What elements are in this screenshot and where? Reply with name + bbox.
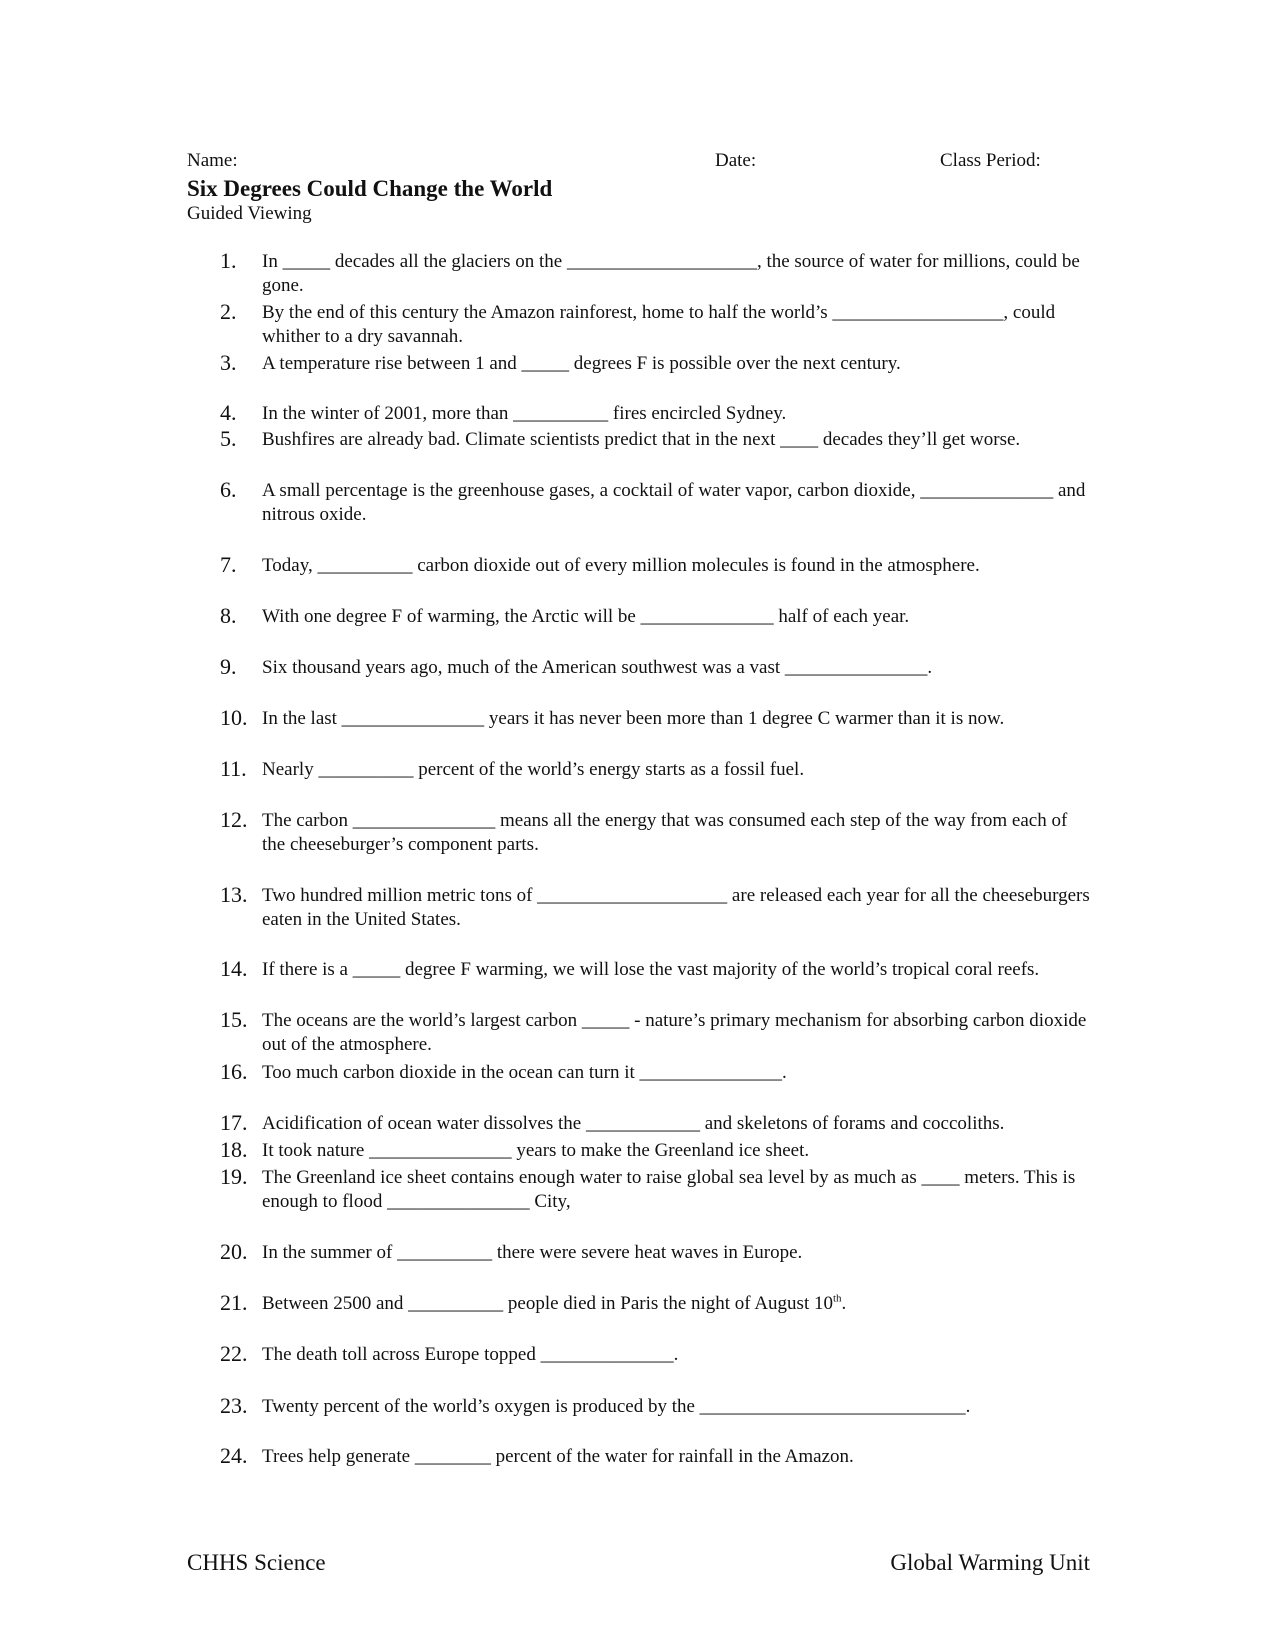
question-6 — [220, 479, 1090, 527]
question-18 — [220, 1139, 1090, 1163]
question-24 — [220, 1445, 1090, 1469]
question-text: It took nature _______________ years to make the Greenland ice sheet. — [262, 1140, 810, 1161]
question-number: 17. — [220, 1110, 248, 1135]
question-2 — [220, 301, 1090, 349]
name-label: Name: — [187, 150, 238, 171]
question-text: Too much carbon dioxide in the ocean can turn it _______________. — [262, 1062, 787, 1083]
question-text: A small percentage is the greenhouse gases, a cocktail of water vapor, carbon dioxide, ______________ and nitrous oxide. — [262, 480, 1086, 525]
question-text: The Greenland ice sheet contains enough water to raise global sea level by as much as ____ meters. This is enough to flood _______________ City, — [262, 1167, 1076, 1212]
question-number: 15. — [220, 1007, 248, 1032]
question-text: With one degree F of warming, the Arctic will be ______________ half of each year. — [262, 606, 910, 627]
class-period-label: Class Period: — [940, 150, 1041, 171]
question-text: The carbon _______________ means all the energy that was consumed each step of the way from each of the cheeseburger’s component parts. — [262, 810, 1068, 855]
question-number: 7. — [220, 552, 237, 577]
question-text: Trees help generate ________ percent of the water for rainfall in the Amazon. — [262, 1446, 854, 1467]
question-13 — [220, 884, 1090, 932]
question-number: 1. — [220, 248, 237, 273]
question-number: 13. — [220, 882, 248, 907]
question-text: Today, __________ carbon dioxide out of every million molecules is found in the atmosphere. — [262, 555, 980, 576]
question-number: 4. — [220, 400, 237, 425]
question-text: The oceans are the world’s largest carbon _____ - nature’s primary mechanism for absorbing carbon dioxide out of the atmosphere. — [262, 1010, 1087, 1055]
question-text: The death toll across Europe topped ______________. — [262, 1344, 679, 1365]
question-12 — [220, 809, 1090, 857]
question-10 — [220, 707, 1090, 731]
question-number: 23. — [220, 1393, 248, 1418]
question-9 — [220, 656, 1090, 680]
question-number: 20. — [220, 1239, 248, 1264]
question-20 — [220, 1241, 1090, 1265]
question-number: 18. — [220, 1137, 248, 1162]
question-7 — [220, 554, 1090, 578]
question-number: 19. — [220, 1164, 248, 1189]
page-subtitle: Guided Viewing — [187, 203, 312, 224]
question-number: 5. — [220, 426, 237, 451]
question-number: 2. — [220, 299, 237, 324]
question-text: Between 2500 and __________ people died in Paris the night of August 10 — [262, 1293, 833, 1314]
question-number: 12. — [220, 807, 248, 832]
question-text: In the last _______________ years it has never been more than 1 degree C warmer than it is now. — [262, 708, 1005, 729]
question-23 — [220, 1395, 1090, 1419]
question-number: 24. — [220, 1443, 248, 1468]
question-text: In _____ decades all the glaciers on the ____________________, the source of water for millions, could be gone. — [262, 251, 1080, 296]
ordinal-suffix: th — [832, 1292, 842, 1305]
question-text: Two hundred million metric tons of ____________________ are released each year for all the cheeseburgers eaten in the United States. — [262, 885, 1090, 930]
question-text: Twenty percent of the world’s oxygen is produced by the ____________________________. — [262, 1396, 971, 1417]
question-11 — [220, 758, 1090, 782]
question-17 — [220, 1112, 1090, 1136]
question-number: 11. — [220, 756, 247, 781]
page-title: Six Degrees Could Change the World — [187, 176, 553, 201]
question-text: By the end of this century the Amazon rainforest, home to half the world’s __________________, could whither to a dry savannah. — [262, 302, 1056, 347]
question-16 — [220, 1061, 1090, 1085]
footer-unit: Global Warming Unit — [890, 1550, 1090, 1575]
question-4 — [220, 402, 1090, 426]
question-21 — [220, 1292, 1090, 1316]
question-15 — [220, 1009, 1090, 1057]
question-number: 22. — [220, 1341, 248, 1366]
question-text: Bushfires are already bad. Climate scientists predict that in the next ____ decades they’ll get worse. — [262, 429, 1021, 450]
question-3 — [220, 352, 1090, 376]
question-text: Nearly __________ percent of the world’s energy starts as a fossil fuel. — [262, 759, 805, 780]
footer-course: CHHS Science — [187, 1550, 326, 1575]
question-8 — [220, 605, 1090, 629]
question-text: In the summer of __________ there were severe heat waves in Europe. — [262, 1242, 803, 1263]
question-text: If there is a _____ degree F warming, we will lose the vast majority of the world’s tropical coral reefs. — [262, 959, 1040, 980]
question-text: Six thousand years ago, much of the American southwest was a vast _______________. — [262, 657, 933, 678]
question-14 — [220, 958, 1090, 982]
question-text-tail: . — [841, 1293, 847, 1314]
question-19 — [220, 1166, 1090, 1214]
question-5 — [220, 428, 1090, 452]
question-1 — [220, 250, 1090, 298]
date-label: Date: — [715, 150, 757, 171]
question-number: 21. — [220, 1290, 248, 1315]
question-number: 14. — [220, 956, 248, 981]
question-number: 8. — [220, 603, 237, 628]
question-22 — [220, 1343, 1090, 1367]
question-text: A temperature rise between 1 and _____ degrees F is possible over the next century. — [262, 353, 901, 374]
question-number: 16. — [220, 1059, 248, 1084]
question-number: 10. — [220, 705, 248, 730]
question-number: 3. — [220, 350, 237, 375]
question-text: Acidification of ocean water dissolves the ____________ and skeletons of forams and coccoliths. — [262, 1113, 1005, 1134]
question-number: 9. — [220, 654, 237, 679]
question-number: 6. — [220, 477, 237, 502]
question-text: In the winter of 2001, more than __________ fires encircled Sydney. — [262, 403, 787, 424]
